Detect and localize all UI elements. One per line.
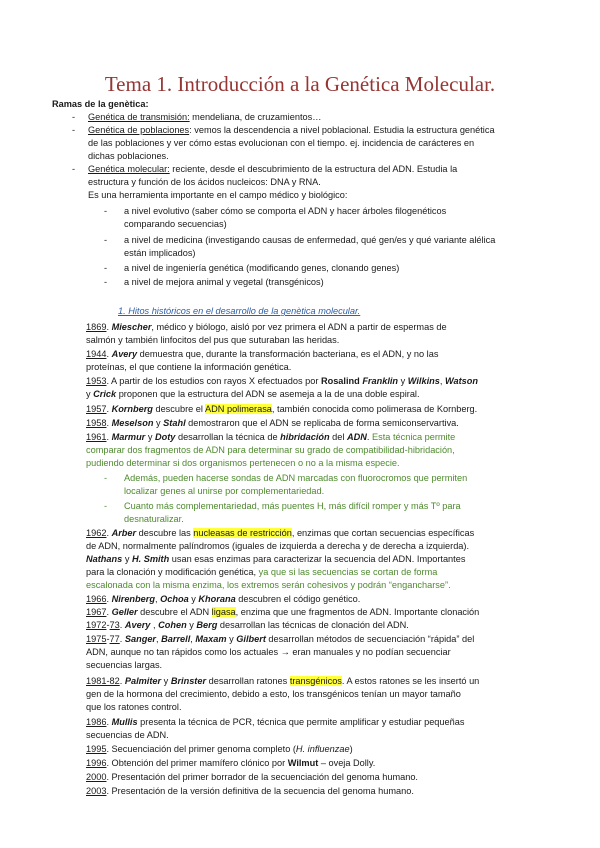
punct: , (190, 634, 193, 644)
scientist: Miescher (111, 322, 152, 332)
term: Genética de poblaciones (88, 125, 190, 135)
conj: y (189, 620, 194, 630)
text: – oveja Dolly. (318, 758, 376, 768)
scientist: Nirenberg (111, 594, 155, 604)
highlight: ADN polimerasa (205, 404, 272, 414)
conj: y (163, 676, 169, 686)
scientist: Franklin (362, 376, 399, 386)
scientist: Doty (154, 432, 176, 442)
scientist: Crick (93, 389, 117, 399)
text: . Obtención del primer mamífero clónico por (106, 758, 288, 768)
text-line: estructura y función de los ácidos nucleicos: DNA y RNA. (88, 177, 321, 187)
hito-1986: 1986. Mullis presenta la técnica de PCR, técnica que permite amplificar y estudiar pequeñas (86, 717, 465, 727)
text: : vemos la descendencia a nivel poblacional. Estudia la estructura genética (189, 125, 495, 135)
bullet-dash: - (104, 501, 108, 511)
year: 77 (109, 634, 120, 644)
hito-1961: 1961. Marmur y Doty desarrollan la técnica de hibridación del ADN. Esta técnica permite (86, 432, 456, 442)
text: para la clonación y modificación genética, (86, 567, 259, 577)
text: . A estos ratones se les insertó un (341, 676, 480, 686)
text: , enzima que une fragmentos de ADN. Importante clonación (235, 607, 480, 617)
hitos-heading: 1. Hitos históricos en el desarrollo de la genètica molecular. (118, 306, 361, 316)
term: Genética de transmisión: (88, 112, 190, 122)
year: 1967 (86, 607, 107, 617)
text-line: proteínas, el que contiene la información genética. (86, 362, 292, 372)
organism: H. influenzae (295, 744, 350, 754)
note-line: escalonada con la misma enzima, los extremos serán cohesivos y podrán “engancharse”. (86, 580, 451, 590)
hito-1962: 1962. Arber descubre las nucleasas de restricción, enzimas que cortan secuencias específicas (86, 528, 475, 538)
text-line: de las poblaciones y ver cómo estas evolucionan con el tiempo. ej. incidencia de carácteres en (88, 138, 475, 148)
scientist: Nathans (86, 554, 123, 564)
text-line: secuencias largas. (86, 660, 163, 670)
punct: - (106, 634, 110, 644)
year: 1975 (86, 634, 107, 644)
text-line: Es una herramienta importante en el campo médico y biológico: (88, 190, 348, 200)
text: desarrollan las técnicas de clonación del ADN. (217, 620, 409, 630)
punct: , (439, 376, 443, 386)
note: ya que si las secuencias se cortan de forma (258, 567, 438, 577)
scientist: Kornberg (111, 404, 153, 414)
text: descubre el ADN (137, 607, 212, 617)
scientist: Watson (445, 376, 479, 386)
scientist: Avery (124, 620, 151, 630)
bullet-dash: - (104, 235, 108, 245)
year: 1966 (86, 594, 107, 604)
punct: , (156, 634, 159, 644)
rama-transmision (88, 111, 321, 123)
note-line: desnaturalizar. (124, 514, 184, 524)
scientist: Palmiter (124, 676, 162, 686)
text: . Secuenciación del primer genoma completo ( (106, 744, 296, 754)
page-title: Tema 1. Introducción a la Genética Molecular. (104, 72, 496, 96)
year: 1958 (86, 418, 107, 428)
rama-molecular (88, 163, 457, 175)
conj: y (156, 418, 161, 428)
text-line: secuencias de ADN. (86, 730, 169, 740)
scientist: Brinster (170, 676, 207, 686)
scientist: Gilbert (236, 634, 266, 644)
hito-1953 (86, 375, 478, 387)
sub-item: a nivel evolutivo (saber cómo se comporta el ADN y hacer árboles filogenéticos (124, 206, 447, 216)
highlight: nucleasas de restricción (193, 528, 292, 538)
scientist: Rosalind (320, 376, 360, 386)
text: reciente, desde el descubrimiento de la estructura del ADN. Estudia la (169, 164, 458, 174)
note-sub: Además, pueden hacerse sondas de ADN marcadas con fluorocromos que permiten (124, 473, 468, 483)
year: 1986 (86, 717, 107, 727)
note-line: comparar dos fragmentos de ADN para determinar su grado de compatibilidad-hibridación, (86, 445, 455, 455)
year: 2003 (86, 786, 107, 796)
scientist: Marmur (111, 432, 146, 442)
bullet-dash: - (104, 277, 108, 287)
text-line: que los ratones control. (86, 702, 182, 712)
text-line: gen de la hormona del crecimiento, debido a esto, los transgénicos tenían un mayor tamaño (86, 689, 461, 699)
text: , enzimas que cortan secuencias específicas (291, 528, 475, 538)
scientist: Arber (111, 528, 137, 538)
term: ADN (347, 432, 367, 442)
text: . Presentación del primer borrador de la secuenciación del genoma humano. (106, 772, 418, 782)
year: 1995 (86, 744, 107, 754)
text: ) (349, 744, 353, 754)
scientist: Maxam (195, 634, 227, 644)
sub-item: a nivel de medicina (investigando causas de enfermedad, qué gen/es y qué variante alélica (124, 235, 496, 245)
text: . A partir de los estudios con rayos X efectuados por (106, 376, 321, 386)
text-line (86, 566, 437, 578)
year: 2000 (86, 772, 107, 782)
hito-2003 (86, 785, 414, 797)
text: descubren el código genético. (235, 594, 361, 604)
bullet-dash: - (104, 206, 108, 216)
text-line: salmón y también linfocitos del pus que suturaban las heridas. (86, 335, 340, 345)
hito-1981: 1981-82. Palmiter y Brinster desarrollan ratones transgénicos. A estos ratones se les insertó un (86, 676, 480, 686)
note-sub: Cuanto más complementariedad, más puentes H, más difícil romper y más Tº para (124, 501, 461, 511)
scientist: Ochoa (160, 594, 189, 604)
bullet-dash: - (104, 263, 108, 273)
text-line (86, 553, 465, 565)
text: descubre el (152, 404, 206, 414)
text: demuestra que, durante la transformación bacteriana, es el ADN, y no las (137, 349, 439, 359)
text: mendeliana, de cruzamientos… (189, 112, 322, 122)
hito-1958: 1958. Meselson y Stahl demostraron que el ADN se replicaba de forma semiconservartiva. (86, 418, 459, 428)
bullet-dash: - (72, 125, 76, 135)
text: . (119, 620, 125, 630)
hito-1995 (86, 743, 353, 755)
hito-1975: 1975-77. Sanger, Barrell, Maxam y Gilbert desarrollan métodos de secuenciación “rápida” del (86, 634, 475, 644)
text-line: de ADN, normalmente palíndromos (iguales de izquierda a derecha y de derecha a izquierda). (86, 541, 470, 551)
sub-item: a nivel de ingeniería genética (modificando genes, clonando genes) (124, 263, 400, 273)
bullet-dash: - (104, 473, 108, 483)
ramas-heading: Ramas de la genètica: (52, 99, 149, 109)
scientist: Barrell (161, 634, 191, 644)
sub-item: a nivel de mejora animal y vegetal (transgénicos) (124, 277, 324, 287)
hito-1972 (86, 619, 409, 631)
year: 1869 (86, 322, 107, 332)
text-line: comparando secuencias) (124, 219, 227, 229)
year: 73 (109, 620, 120, 630)
bullet-dash: - (72, 164, 76, 174)
conj: y (86, 389, 91, 399)
hito-1966: 1966. Nirenberg, Ochoa y Khorana descubren el código genético. (86, 594, 361, 604)
year: 1957 (86, 404, 107, 414)
scientist: Geller (111, 607, 138, 617)
scientist: Wilmut (287, 758, 319, 768)
scientist: Avery (111, 349, 138, 359)
scientist: Cohen (158, 620, 187, 630)
text-line: están implicados) (124, 248, 196, 258)
year: 1961 (86, 432, 107, 442)
text: , médico y biólogo, aisló por vez primera el ADN a partir de espermas de (151, 322, 447, 332)
year: 1962 (86, 528, 107, 538)
year: 1944 (86, 349, 107, 359)
hito-2000 (86, 771, 418, 783)
scientist: Wilkins (407, 376, 440, 386)
term: Genética molecular: (88, 164, 170, 174)
conj: y (400, 376, 406, 386)
note-line: localizar genes al unirse por complementariedad. (124, 486, 325, 496)
note-line: pudiendo determinar si dos organismos pertenecen o no a la misma especie. (86, 458, 400, 468)
year: 1972 (86, 620, 107, 630)
text: desarrollan métodos de secuenciación “rápida” del (265, 634, 475, 644)
term: hibridación (280, 432, 330, 442)
text: desarrollan la técnica de (175, 432, 281, 442)
conj: y (124, 554, 130, 564)
text: desarrollan ratones (206, 676, 290, 686)
scientist: Stahl (163, 418, 186, 428)
scientist: Berg (196, 620, 218, 630)
rama-poblaciones (88, 124, 495, 136)
hito-1957: 1957. Kornberg descubre el ADN polimerasa, también conocida como polimerasa de Kornberg. (86, 404, 478, 414)
text: presenta la técnica de PCR, técnica que permite amplificar y estudiar pequeñas (137, 717, 465, 727)
year: 1953 (86, 376, 107, 386)
conj: y (147, 432, 153, 442)
text: del (329, 432, 347, 442)
text: . (366, 432, 373, 442)
year: 1981-82 (86, 676, 120, 686)
highlight: transgénicos (289, 676, 342, 686)
scientist: Khorana (198, 594, 236, 604)
text: . Presentación de la versión definitiva de la secuencia del genoma humano. (106, 786, 414, 796)
hito-1967: 1967. Geller descubre el ADN ligasa, enzima que une fragmentos de ADN. Importante clonación (86, 607, 480, 617)
text: descubre las (136, 528, 194, 538)
text-line: ADN, aunque no tan rápidos como los actuales → eran manuales y no podían secuenciar (86, 647, 451, 657)
year: 1996 (86, 758, 107, 768)
scientist: H. Smith (131, 554, 170, 564)
conj: y (191, 594, 196, 604)
text: usan esas enzimas para caracterizar la secuencia del ADN. Importantes (169, 554, 466, 564)
hito-1944: 1944. Avery demuestra que, durante la transformación bacteriana, es el ADN, y no las (86, 349, 439, 359)
scientist: Meselson (111, 418, 154, 428)
hito-1996 (86, 757, 375, 769)
text: demostraron que el ADN se replicaba de forma semiconservartiva. (185, 418, 459, 428)
hito-1869: 1869. Miescher, médico y biólogo, aisló por vez primera el ADN a partir de espermas de (86, 322, 447, 332)
note: Esta técnica permite (372, 432, 456, 442)
highlight: ligasa (211, 607, 236, 617)
conj: y (229, 634, 234, 644)
bullet-dash: - (72, 112, 76, 122)
punct: , (152, 620, 156, 630)
scientist: Sanger (124, 634, 157, 644)
text: proponen que la estructura del ADN se asemeja a la de una doble espiral. (116, 389, 420, 399)
text-line: dichas poblaciones. (88, 151, 169, 161)
text-line (86, 388, 420, 400)
scientist: Mullis (111, 717, 138, 727)
text: , también conocida como polimerasa de Kornberg. (271, 404, 478, 414)
punct: , (154, 594, 158, 604)
punct: - (106, 620, 110, 630)
